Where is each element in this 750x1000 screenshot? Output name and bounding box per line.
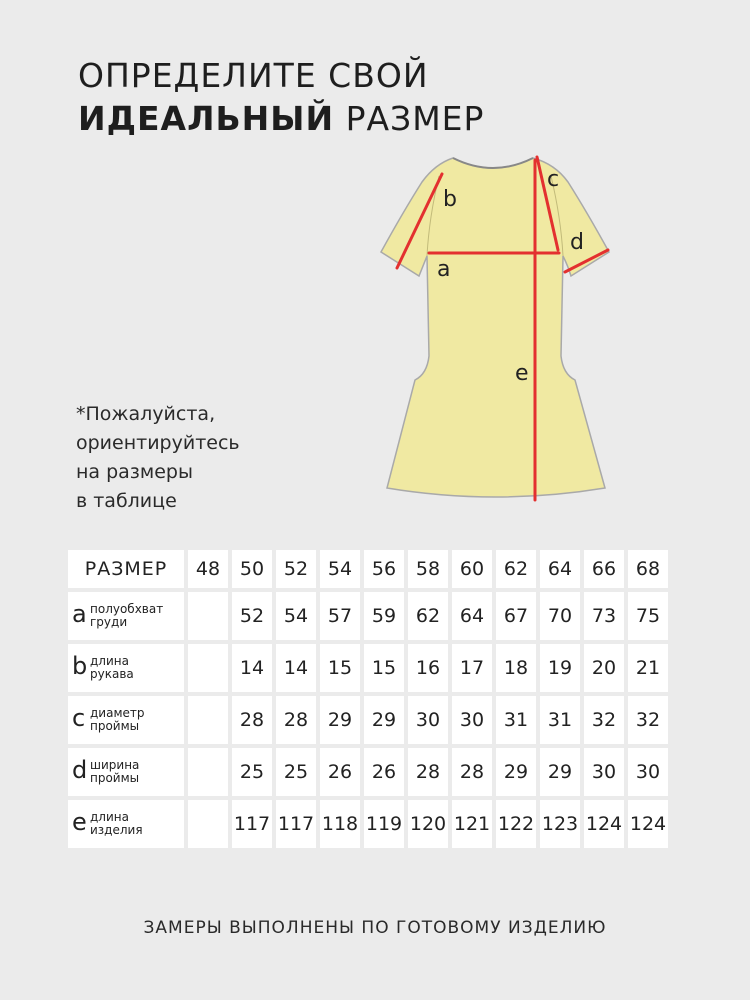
table-row [68,696,668,744]
table-cell: 124 [628,800,668,848]
description-line: рукава [90,667,134,681]
table-cell: 75 [628,592,668,640]
size-header-cell: 66 [584,550,624,588]
table-cell: 32 [628,696,668,744]
description-line: длина [90,810,129,824]
description-line: длина [90,654,129,668]
table-cell: 52 [232,592,272,640]
measure-description [90,603,163,629]
table-cell: 73 [584,592,624,640]
description-line: диаметр [90,706,145,720]
table-cell: 19 [540,644,580,692]
table-cell: 14 [232,644,272,692]
description-line: ширина [90,758,140,772]
table-cell: 30 [408,696,448,744]
row-header-content [68,652,184,681]
size-header-cell: 50 [232,550,272,588]
measure-description [90,707,145,733]
table-cell: 25 [276,748,316,796]
note-line: ориентируйтесь [76,432,240,454]
table-cell: 62 [408,592,448,640]
label-c: c [547,167,560,192]
measure-description [90,811,143,837]
row-header [68,592,184,640]
size-header-cell: 60 [452,550,492,588]
table-row [68,748,668,796]
table-cell: 28 [276,696,316,744]
table-cell: 29 [320,696,360,744]
description-line: проймы [90,771,140,785]
table-cell [188,644,228,692]
description-line: груди [90,615,128,629]
measure-letter: b [72,652,88,680]
size-header-cell: 48 [188,550,228,588]
note-line: *Пожалуйста, [76,403,216,425]
row-header [68,644,184,692]
row-header-content [68,756,184,785]
table-cell: 67 [496,592,536,640]
table-cell: 30 [628,748,668,796]
size-header-cell: 58 [408,550,448,588]
table-cell: 122 [496,800,536,848]
size-header-cell: 62 [496,550,536,588]
table-cell: 117 [276,800,316,848]
table-cell: 15 [320,644,360,692]
description-line: изделия [90,823,143,837]
table-row [68,592,668,640]
measure-letter: e [72,808,87,836]
table-cell: 117 [232,800,272,848]
table-cell: 17 [452,644,492,692]
measure-description [90,655,134,681]
row-header-content [68,808,184,837]
table-cell: 29 [496,748,536,796]
note-line: в таблице [76,490,177,512]
table-cell: 54 [276,592,316,640]
table-cell: 29 [364,696,404,744]
size-table [64,546,672,852]
size-header-cell: 64 [540,550,580,588]
table-cell: 123 [540,800,580,848]
measure-description [90,759,139,785]
table-cell: 70 [540,592,580,640]
measure-letter: a [72,600,87,628]
header-size-label: РАЗМЕР [68,550,184,588]
table-cell: 64 [452,592,492,640]
table-cell: 32 [584,696,624,744]
label-e: e [515,361,529,386]
table-cell [188,800,228,848]
table-cell [188,696,228,744]
title-bold-word: ИДЕАЛЬНЫЙ [78,99,335,138]
size-header-cell: 54 [320,550,360,588]
page-title-line-1: ОПРЕДЕЛИТЕ СВОЙ [78,56,429,95]
row-header-content [68,600,184,629]
table-cell: 28 [408,748,448,796]
row-header-content [68,704,184,733]
label-d: d [570,230,584,255]
table-cell: 118 [320,800,360,848]
measure-letter: d [72,756,88,784]
table-cell: 120 [408,800,448,848]
row-header [68,748,184,796]
description-line: полуобхват [90,602,164,616]
table-cell: 26 [320,748,360,796]
table-cell: 26 [364,748,404,796]
table-cell: 30 [452,696,492,744]
table-cell: 14 [276,644,316,692]
table-row [68,644,668,692]
dress-measurement-diagram [365,150,625,510]
table-cell: 119 [364,800,404,848]
measure-letter: c [72,704,86,732]
dress-silhouette [381,158,609,497]
table-cell: 28 [452,748,492,796]
table-cell: 15 [364,644,404,692]
size-header-cell: 52 [276,550,316,588]
table-cell: 20 [584,644,624,692]
size-note [76,400,240,516]
table-cell [188,748,228,796]
row-header [68,696,184,744]
table-cell: 59 [364,592,404,640]
row-header [68,800,184,848]
table-cell: 29 [540,748,580,796]
label-b: b [443,187,457,212]
note-line: на размеры [76,461,193,483]
table-cell: 31 [496,696,536,744]
table-cell [188,592,228,640]
table-cell: 121 [452,800,492,848]
table-cell: 30 [584,748,624,796]
table-cell: 21 [628,644,668,692]
bottom-note: ЗАМЕРЫ ВЫПОЛНЕНЫ ПО ГОТОВОМУ ИЗДЕЛИЮ [143,918,607,938]
table-cell: 18 [496,644,536,692]
page-title-line-2 [78,99,484,139]
table-cell: 31 [540,696,580,744]
label-a: a [437,257,451,282]
size-header-cell: 56 [364,550,404,588]
table-header-row [68,550,668,588]
table-cell: 16 [408,644,448,692]
table-cell: 25 [232,748,272,796]
table-row [68,800,668,848]
title-rest: РАЗМЕР [334,99,485,138]
description-line: проймы [90,719,140,733]
table-cell: 124 [584,800,624,848]
table-cell: 57 [320,592,360,640]
table-cell: 28 [232,696,272,744]
size-header-cell: 68 [628,550,668,588]
